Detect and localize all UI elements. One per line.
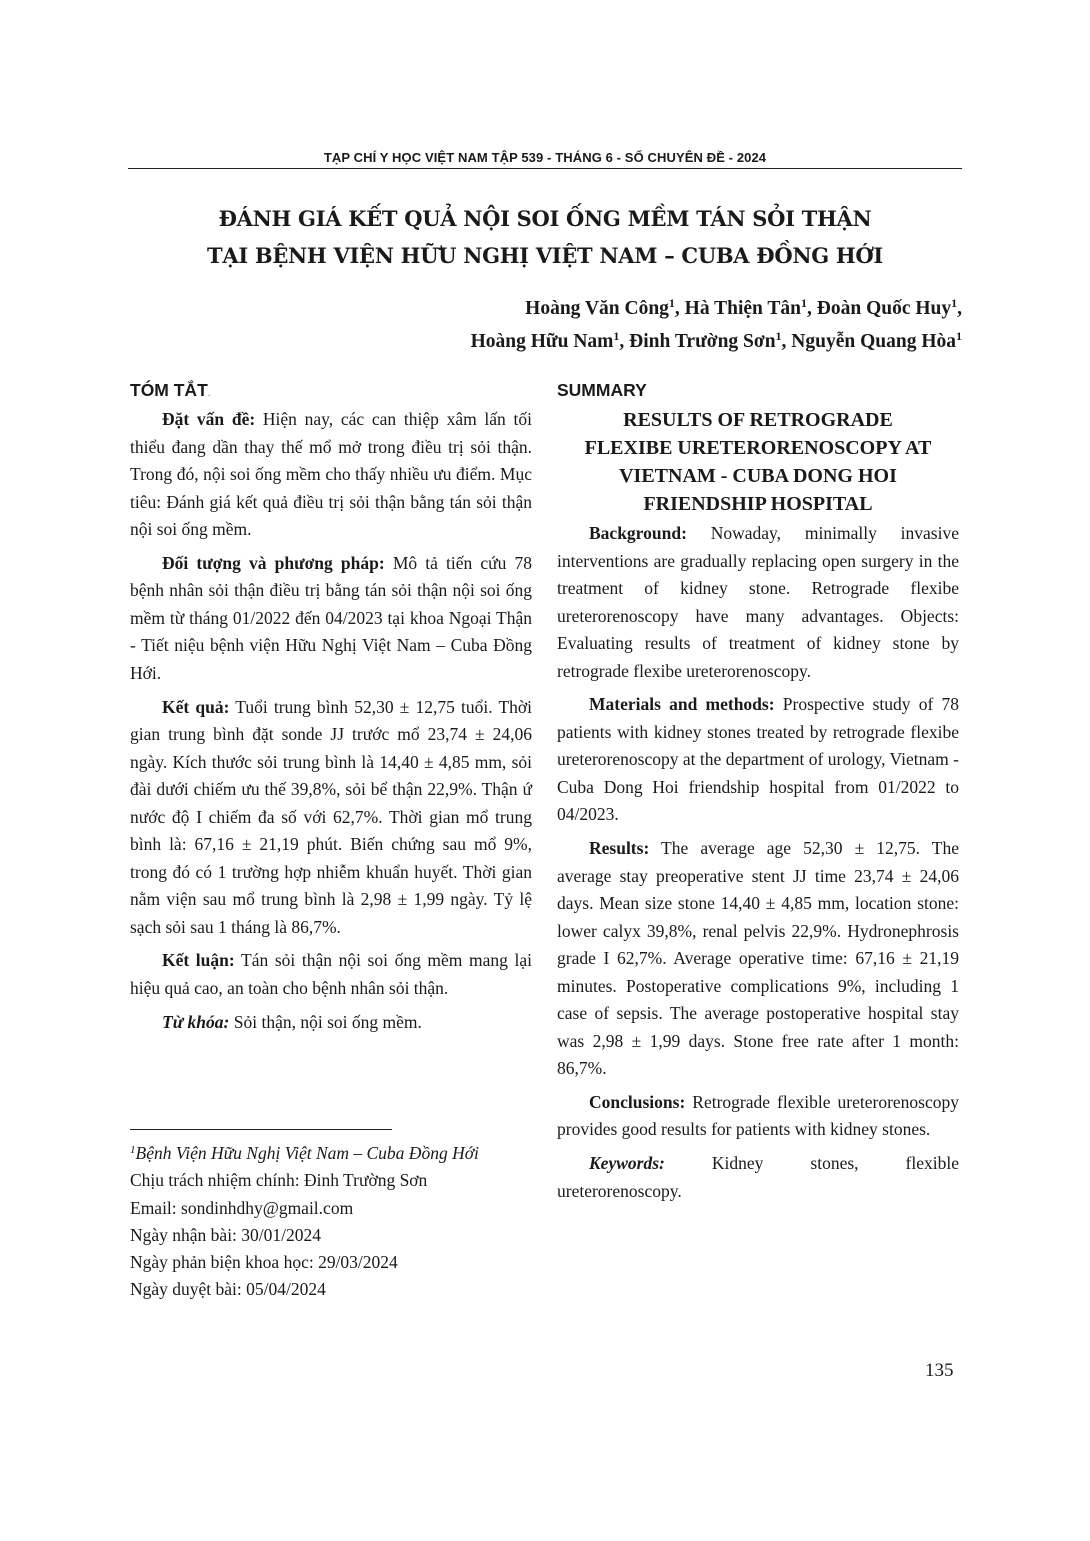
footnote bbox=[130, 1140, 532, 1304]
author-name: Đinh Trường Sơn bbox=[629, 331, 776, 352]
footnote-rule bbox=[130, 1129, 392, 1130]
paragraph-label: Conclusions: bbox=[589, 1091, 686, 1112]
english-title bbox=[557, 406, 959, 518]
english-title-line: FRIENDSHIP HOSPITAL bbox=[643, 493, 873, 515]
correspondence: Chịu trách nhiệm chính: Đinh Trường Sơn bbox=[130, 1170, 428, 1191]
title-line-2: TẠI BỆNH VIỆN HỮU NGHỊ VIỆT NAM – CUBA ĐỒNG HỚI bbox=[207, 243, 883, 268]
keywords-label: Keywords: bbox=[589, 1153, 665, 1174]
author-line-2 bbox=[262, 325, 962, 358]
affiliation-sup: 1 bbox=[130, 1144, 136, 1156]
paragraph-text: Tuổi trung bình 52,30 ± 12,75 tuổi. Thời gian trung bình đặt sonde JJ trước mổ 23,74 ± 24,06 ngày. Kích thước sỏi trung bình là 14,40 ± 4,85 mm, sỏi đài dưới chiếm ưu thế 39,8%, sỏi bể thận 22,9%. Thận ứ nước độ I chiếm đa số với 62,7%. Thời gian mổ trung bình là: 67,16 ± 21,19 phút. Biến chứng sau mổ 9%, trong đó có 1 trường hợp nhiễm khuẩn huyết. Thời gian nằm viện sau mổ trung bình là 2,98 ± 1,99 ngày. Tỷ lệ sạch sỏi sau 1 tháng là 86,7%. bbox=[130, 696, 532, 937]
author-separator: , bbox=[781, 331, 792, 352]
review-date: Ngày phản biện khoa học: 29/03/2024 bbox=[130, 1252, 398, 1273]
author-affiliation-sup: 1 bbox=[668, 296, 675, 310]
title-line-1: ĐÁNH GIÁ KẾT QUẢ NỘI SOI ỐNG MỀM TÁN SỎI THẬN bbox=[218, 206, 872, 231]
paragraph-text: Mô tả tiến cứu 78 bệnh nhân sỏi thận điều trị bằng tán sỏi thận nội soi ống mềm từ tháng 01/2022 đến 04/2023 tại khoa Ngoại Thận - Tiết niệu bệnh viện Hữu Nghị Việt Nam – Cuba Đồng Hới. bbox=[130, 552, 533, 683]
paragraph-text: The average age 52,30 ± 12,75. The average stay preoperative stent JJ time 23,74 ± 24,06 days. Mean size stone 14,40 ± 4,85 mm, location stone: lower calyx 39,8%, renal pelvis 22,9%. Hydronephrosis grade I 62,7%. Average operative time: 67,16 ± 21,19 minutes. Postoperative complications 9%, including 1 case of sepsis. The average postoperative hospital stay was 2,98 ± 1,99 days. Stone free rate after 1 month: 86,7%. bbox=[557, 838, 959, 1079]
author-affiliation-sup: 1 bbox=[956, 329, 962, 343]
heading-text: TÓM TẮT bbox=[130, 380, 208, 400]
abstract-paragraph bbox=[557, 691, 959, 829]
english-title-line: VIETNAM - CUBA DONG HOI bbox=[619, 465, 897, 487]
keywords-vi bbox=[130, 1009, 532, 1037]
heading-mark: . bbox=[207, 388, 211, 399]
paragraph-label: Đặt vấn đề: bbox=[162, 409, 256, 429]
author-name: Hoàng Hữu Nam bbox=[470, 331, 614, 352]
paragraph-text: Retrograde flexible ureterorenoscopy provides good results for patients with kidney stones. bbox=[557, 1091, 959, 1140]
page-number: 135 bbox=[925, 1360, 954, 1381]
author-separator: , bbox=[807, 298, 817, 319]
paragraph-text: Hiện nay, các can thiệp xâm lấn tối thiểu đang dần thay thế mổ mở trong điều trị sỏi thận. Trong đó, nội soi ống mềm cho thấy nhiều ưu điểm. Mục tiêu: Đánh giá kết quả điều trị sỏi thận bằng tán sỏi thận nội soi ống mềm. bbox=[130, 409, 532, 539]
paragraph-label: Đối tượng và phương pháp: bbox=[162, 552, 385, 573]
abstract-paragraph bbox=[130, 694, 532, 942]
accepted-date: Ngày duyệt bài: 05/04/2024 bbox=[130, 1279, 326, 1300]
author-line-1 bbox=[262, 292, 962, 325]
abstract-paragraph bbox=[130, 550, 532, 688]
abstract-body-en bbox=[557, 520, 959, 1144]
article-title bbox=[128, 200, 962, 274]
affiliation bbox=[130, 1140, 532, 1167]
author-name: Đoàn Quốc Huy bbox=[816, 298, 952, 319]
abstract-paragraph bbox=[130, 406, 532, 544]
email: Email: sondinhdhy@gmail.com bbox=[130, 1197, 354, 1218]
header-rule bbox=[128, 168, 962, 169]
paragraph-label: Materials and methods: bbox=[589, 694, 775, 715]
english-title-line: RESULTS OF RETROGRADE bbox=[623, 409, 893, 431]
author-list bbox=[262, 292, 962, 358]
author-separator: , bbox=[674, 298, 685, 319]
paragraph-text: Nowaday, minimally invasive interventions are gradually replacing open surgery in the treatment of kidney stone. Retrograde flexibe ureterorenoscopy have many advantages. Objects: Evaluating results of treatment of kidney stone by retrograde flexibe ureterorenoscopy. bbox=[557, 523, 959, 681]
keywords-en bbox=[557, 1150, 959, 1205]
paragraph-text: Prospective study of 78 patients with kidney stones treated by retrograde flexibe ureterorenoscopy at the department of urology, Vietnam - Cuba Dong Hoi friendship hospital from 01/2022 to 04/2023. bbox=[557, 694, 960, 825]
author-affiliation-sup: 1 bbox=[951, 296, 958, 310]
abstract-paragraph bbox=[557, 835, 959, 1083]
abstract-heading-vi bbox=[130, 378, 532, 406]
english-title-line: FLEXIBE URETERORENOSCOPY AT bbox=[584, 437, 932, 459]
keywords-label: Từ khóa: bbox=[162, 1011, 230, 1032]
keywords-text: Sỏi thận, nội soi ống mềm. bbox=[229, 1011, 422, 1032]
abstract-paragraph bbox=[557, 1089, 959, 1144]
abstract-paragraph bbox=[557, 520, 959, 685]
abstract-paragraph bbox=[130, 947, 532, 1002]
author-affiliation-sup: 1 bbox=[775, 329, 782, 343]
author-name: Nguyễn Quang Hòa bbox=[791, 331, 956, 352]
abstract-heading-en: SUMMARY bbox=[557, 380, 647, 400]
paragraph-label: Results: bbox=[589, 838, 650, 859]
paragraph-label: Background: bbox=[589, 523, 687, 543]
received-date: Ngày nhận bài: 30/01/2024 bbox=[130, 1224, 322, 1245]
author-separator: , bbox=[957, 298, 962, 319]
author-name: Hoàng Văn Công bbox=[525, 298, 669, 319]
author-name: Hà Thiện Tân bbox=[684, 298, 802, 319]
vietnamese-abstract bbox=[130, 376, 532, 1042]
author-affiliation-sup: 1 bbox=[613, 329, 620, 343]
keywords-text: Kidney stones, flexible ureterorenoscopy. bbox=[557, 1153, 959, 1201]
affiliation-text: Bệnh Viện Hữu Nghị Việt Nam – Cuba Đồng Hới bbox=[135, 1143, 479, 1163]
english-abstract bbox=[557, 376, 959, 1211]
abstract-body-vi bbox=[130, 406, 532, 1002]
paragraph-label: Kết quả: bbox=[162, 696, 230, 717]
author-affiliation-sup: 1 bbox=[801, 296, 808, 310]
author-separator: , bbox=[619, 331, 630, 352]
paragraph-text: Tán sỏi thận nội soi ống mềm mang lại hiệu quả cao, an toàn cho bệnh nhân sỏi thận. bbox=[130, 950, 532, 998]
journal-header: TẠP CHÍ Y HỌC VIỆT NAM TẬP 539 - THÁNG 6 - SỐ CHUYÊN ĐỀ - 2024 bbox=[323, 150, 767, 165]
paragraph-label: Kết luận: bbox=[162, 950, 235, 971]
